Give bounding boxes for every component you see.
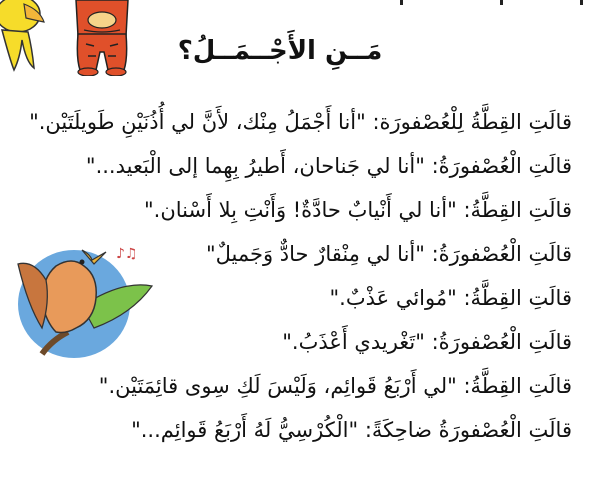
page-title: مَــنِ الأَجْــمَــلُ؟ xyxy=(177,36,383,66)
dialogue-line: قالَتِ الْعُصْفورَةُ: "أنا لي مِنْقارٌ حادٌّ وَجَميلٌ" xyxy=(205,242,572,266)
story-dialogue xyxy=(12,100,572,452)
dialogue-line: قالَتِ الْعُصْفورَةُ ضاحِكَةً: "الْكُرْسِيُّ لَهُ أَرْبَعُ قَوائِم..." xyxy=(131,418,572,442)
dialogue-line: قالَتِ القِطَّةُ: "أنا لي أَنْيابٌ حادَّةٌ! وَأَنْتِ بِلا أَسْنان." xyxy=(144,198,572,222)
dialogue-line: قالَتِ القِطَّةُ: "مُوائي عَذْبٌ." xyxy=(329,286,572,310)
dialogue-line: قالَتِ الْعُصْفورَةُ: "أنا لي جَناحان، أَطيرُ بِهِما إلى الْبَعيد..." xyxy=(85,154,572,178)
decorative-marks xyxy=(400,0,590,8)
svg-text:♪♫: ♪♫ xyxy=(116,246,138,262)
yellow-bird-illustration xyxy=(0,0,48,72)
dialogue-line: قالَتِ القِطَّةُ: "لي أَرْبَعُ قَوائِم، وَلَيْسَ لَكِ سِوى قائِمَتَيْن." xyxy=(98,374,572,398)
dialogue-line: قالَتِ القِطَّةُ لِلْعُصْفورَة: "أنا أَجْمَلُ مِنْك، لأَنَّ لي أُذُنَيْنِ طَويلَتَيْن." xyxy=(29,110,572,134)
dialogue-line: قالَتِ الْعُصْفورَةُ: "تَغْريدي أَعْذَبُ." xyxy=(282,330,572,354)
cat-illustration xyxy=(72,0,132,76)
